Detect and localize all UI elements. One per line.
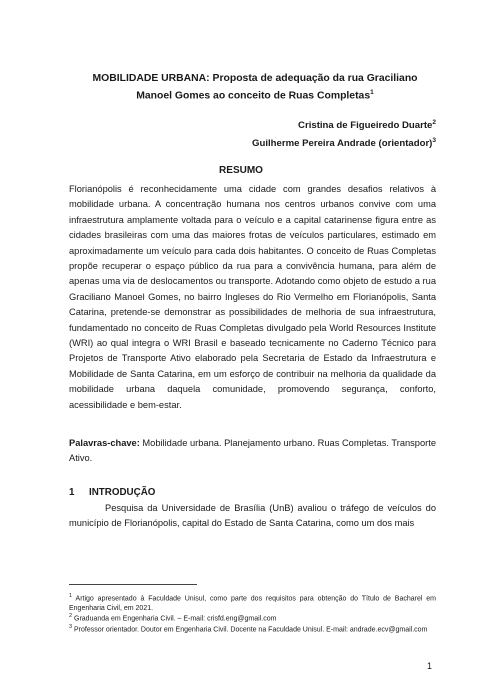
footnote-1 xyxy=(69,592,436,613)
section-title: INTRODUÇÃO xyxy=(89,487,156,498)
footnote-3-text: Professor orientador. Doutor em Engenharia Civil. Docente na Faculdade Unisul. E-mail: andrade.ecv@gmail.com xyxy=(72,626,428,634)
footnote-3-marker: 3 xyxy=(69,624,73,630)
author-1-marker: 2 xyxy=(432,119,436,126)
abstract-text: Florianópolis é reconhecidamente uma cidade com grandes desafios relativos à mobilidade urbana. A concentração humana nos centros urbanos convive com uma infraestrutura amplamente voltada para o veículo e a capital catarinense figura entre as cidades brasileiras com uma das maiores frotas de veículos particulares, estimado em aproximadamente um veículo para cada dois habitantes. O conceito de Ruas Completas propõe recuperar o espaço público da rua para a convivência humana, para além de apenas uma via de deslocamentos ou transporte. Adotando como objeto de estudo a rua Graciliano Manoel Gomes, no bairro Ingleses do Rio Vermelho em Florianópolis, Santa Catarina, pretende-se demonstrar as possibilidades de melhoria de sua infraestrutura, fundamentado no conceito de Ruas Completas divulgado pela World Resources Institute (WRI) ao qual integra o WRI Brasil e baseado tecnicamente no Caderno Técnico para Projetos de Transporte Ativo elaborado pela Secretaria de Estado da Infraestrutura e Mobilidade de Santa Catarina, em um esforço de contribuir na melhoria da qualidade da mobilidade urbana daquela comunidade, promovendo segurança, conforto, acessibilidade e bem-estar. xyxy=(69,184,436,410)
keywords-label: Palavras-chave: xyxy=(69,438,140,448)
paper-title xyxy=(60,72,450,103)
keywords-text: Mobilidade urbana. Planejamento urbano. Ruas Completas. Transporte Ativo. xyxy=(69,438,436,464)
title-line-1-rest: Proposta de adequação da rua Graciliano xyxy=(209,73,418,84)
footnote-2-marker: 2 xyxy=(69,613,73,619)
title-lead: MOBILIDADE URBANA: xyxy=(92,73,210,84)
section-text: Pesquisa da Universidade de Brasília (UnB) avaliou o tráfego de veículos do município de Florianópolis, capital do Estado de Santa Catarina, como um dos mais xyxy=(69,503,436,529)
footnote-divider xyxy=(69,584,197,585)
footnote-2 xyxy=(69,612,436,624)
section-heading xyxy=(69,487,155,498)
author-2-name: Guilherme Pereira Andrade (orientador) xyxy=(252,138,433,150)
author-1 xyxy=(298,116,436,133)
keywords xyxy=(69,436,436,467)
abstract-heading: RESUMO xyxy=(219,165,263,176)
title-line-2-text: Manoel Gomes ao conceito de Ruas Completas xyxy=(136,90,371,102)
title-line-1 xyxy=(60,72,450,86)
footnote-1-text: Artigo apresentado à Faculdade Unisul, como parte dos requisitos para obtenção do Título de Bacharel em Engenharia Civil, em 2021. xyxy=(69,595,436,612)
title-line-2 xyxy=(60,86,450,103)
author-1-name: Cristina de Figueiredo Duarte xyxy=(298,120,433,132)
footnote-2-text: Graduanda em Engenharia Civil. – E-mail: crisfd.eng@gmail.com xyxy=(72,615,277,623)
footnote-1-marker: 1 xyxy=(69,593,73,599)
title-footnote-marker: 1 xyxy=(370,89,374,96)
footnote-3 xyxy=(69,623,436,635)
author-2 xyxy=(252,134,436,151)
section-number: 1 xyxy=(69,487,75,498)
page-number: 1 xyxy=(426,661,432,671)
author-2-marker: 3 xyxy=(432,137,436,144)
